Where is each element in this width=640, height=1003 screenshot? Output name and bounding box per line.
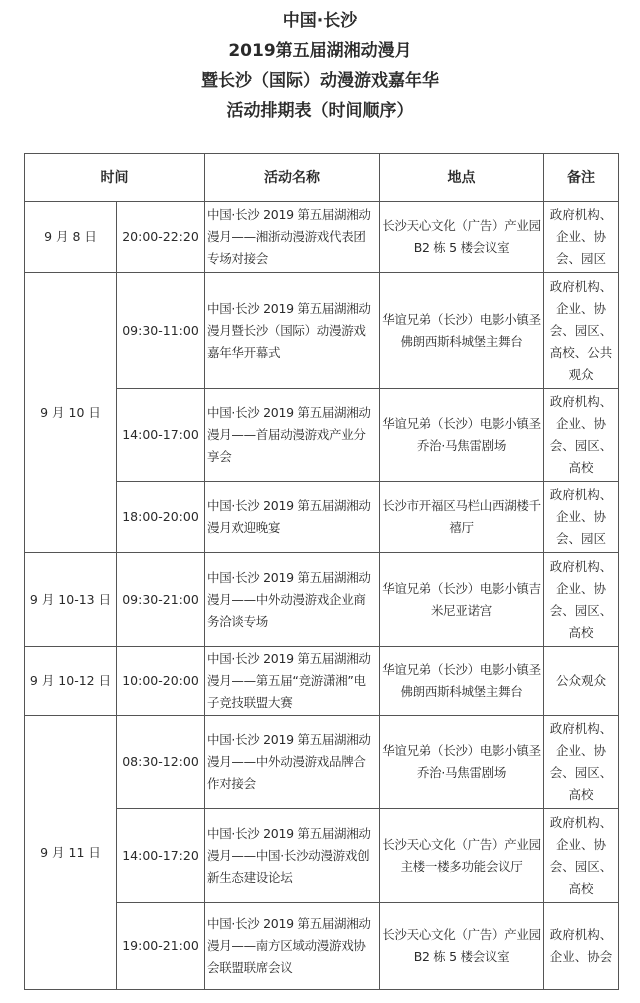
location-cell: 长沙天心文化（广告）产业园主楼一楼多功能会议厅 [380, 809, 544, 903]
date-cell: 9 月 10-12 日 [25, 647, 117, 716]
location-cell: 华谊兄弟（长沙）电影小镇圣佛朗西斯科城堡主舞台 [380, 273, 544, 389]
date-cell: 9 月 10 日 [25, 273, 117, 553]
table-row [25, 553, 619, 647]
time-cell: 08:30-12:00 [117, 716, 205, 809]
time-cell: 19:00-21:00 [117, 903, 205, 990]
activity-name-cell: 中国·长沙 2019 第五届湖湘动漫月——中国·长沙动漫游戏创新生态建设论坛 [205, 809, 380, 903]
location-cell: 华谊兄弟（长沙）电影小镇圣佛朗西斯科城堡主舞台 [380, 647, 544, 716]
time-cell: 18:00-20:00 [117, 482, 205, 553]
location-cell: 长沙天心文化（广告）产业园B2 栋 5 楼会议室 [380, 202, 544, 273]
title-line: 暨长沙（国际）动漫游戏嘉年华 [201, 71, 439, 91]
note-cell: 政府机构、企业、协会、园区 [544, 482, 619, 553]
activity-name-cell: 中国·长沙 2019 第五届湖湘动漫月——湘浙动漫游戏代表团专场对接会 [205, 202, 380, 273]
activity-name-cell: 中国·长沙 2019 第五届湖湘动漫月——中外动漫游戏品牌合作对接会 [205, 716, 380, 809]
schedule-table [24, 153, 619, 990]
table-row [25, 716, 619, 809]
activity-name-cell: 中国·长沙 2019 第五届湖湘动漫月——中外动漫游戏企业商务洽谈专场 [205, 553, 380, 647]
time-cell: 14:00-17:20 [117, 809, 205, 903]
title-line: 中国·长沙 [282, 11, 358, 31]
activity-name-cell: 中国·长沙 2019 第五届湖湘动漫月——首届动漫游戏产业分享会 [205, 389, 380, 482]
note-cell: 政府机构、企业、协会、园区、高校 [544, 716, 619, 809]
time-cell: 09:30-21:00 [117, 553, 205, 647]
table-row [25, 202, 619, 273]
note-cell: 政府机构、企业、协会、园区、高校 [544, 553, 619, 647]
header-location: 地点 [380, 154, 544, 202]
location-cell: 华谊兄弟（长沙）电影小镇圣乔治·马焦雷剧场 [380, 389, 544, 482]
time-cell: 20:00-22:20 [117, 202, 205, 273]
table-row [25, 273, 619, 389]
time-cell: 09:30-11:00 [117, 273, 205, 389]
time-cell: 10:00-20:00 [117, 647, 205, 716]
note-cell: 政府机构、企业、协会、园区、高校 [544, 809, 619, 903]
header-name: 活动名称 [205, 154, 380, 202]
note-cell: 政府机构、企业、协会 [544, 903, 619, 990]
location-cell: 长沙市开福区马栏山西湖楼千禧厅 [380, 482, 544, 553]
title-line: 2019第五届湖湘动漫月 [228, 41, 412, 61]
activity-name-cell: 中国·长沙 2019 第五届湖湘动漫月暨长沙（国际）动漫游戏嘉年华开幕式 [205, 273, 380, 389]
note-cell: 政府机构、企业、协会、园区 [544, 202, 619, 273]
activity-name-cell: 中国·长沙 2019 第五届湖湘动漫月欢迎晚宴 [205, 482, 380, 553]
time-cell: 14:00-17:00 [117, 389, 205, 482]
title-line: 活动排期表（时间顺序） [226, 101, 414, 121]
date-cell: 9 月 8 日 [25, 202, 117, 273]
header-row [25, 154, 619, 202]
activity-name-cell: 中国·长沙 2019 第五届湖湘动漫月——第五届“竞游潇湘”电子竞技联盟大赛 [205, 647, 380, 716]
document-title [0, 6, 640, 126]
date-cell: 9 月 11 日 [25, 716, 117, 990]
note-cell: 公众观众 [544, 647, 619, 716]
header-time: 时间 [25, 154, 205, 202]
note-cell: 政府机构、企业、协会、园区、高校 [544, 389, 619, 482]
table-row [25, 647, 619, 716]
location-cell: 长沙天心文化（广告）产业园B2 栋 5 楼会议室 [380, 903, 544, 990]
location-cell: 华谊兄弟（长沙）电影小镇圣乔治·马焦雷剧场 [380, 716, 544, 809]
date-cell: 9 月 10-13 日 [25, 553, 117, 647]
note-cell: 政府机构、企业、协会、园区、高校、公共观众 [544, 273, 619, 389]
location-cell: 华谊兄弟（长沙）电影小镇吉米尼亚诺宫 [380, 553, 544, 647]
header-note: 备注 [544, 154, 619, 202]
activity-name-cell: 中国·长沙 2019 第五届湖湘动漫月——南方区域动漫游戏协会联盟联席会议 [205, 903, 380, 990]
